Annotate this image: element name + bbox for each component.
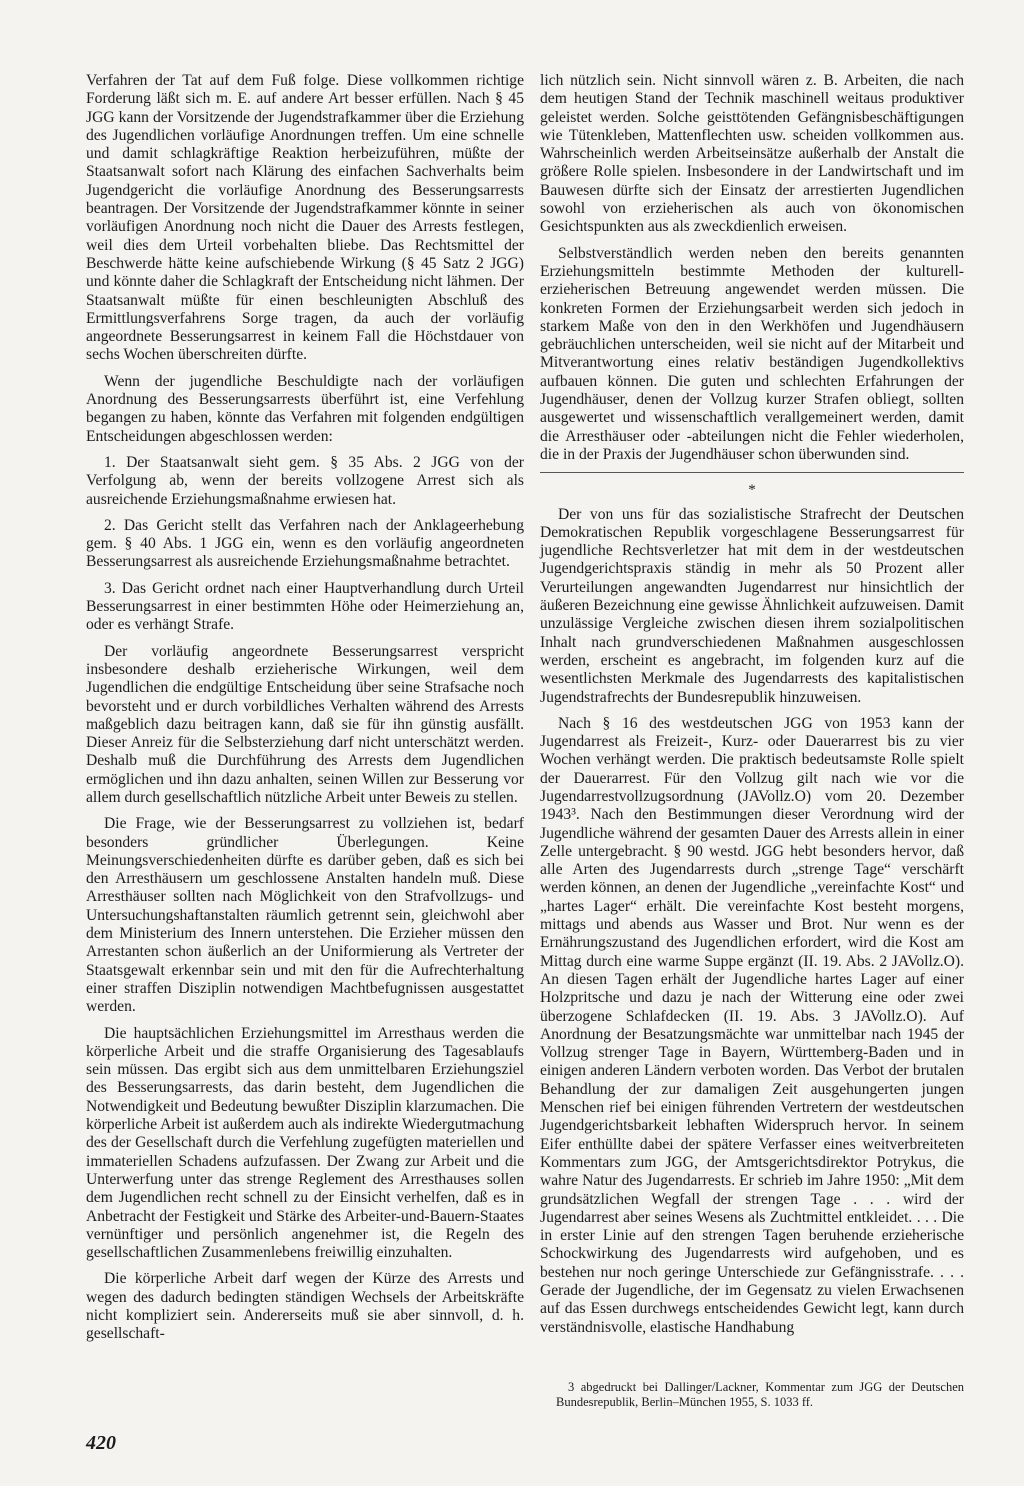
page-number: 420 — [86, 1432, 116, 1454]
numbered-item: 1. Der Staatsanwalt sieht gem. § 35 Abs. 2 JGG von der Verfolgung ab, wenn der bereits vollzogene Arrest sich als ausreichende Erziehungsmaßnahme erwiesen hat. — [86, 453, 524, 508]
numbered-item: 3. Das Gericht ordnet nach einer Hauptverhandlung durch Urteil Besserungsarrest in einer bestimmten Höhe oder Heimerziehung an, oder es verhängt Strafe. — [86, 579, 524, 634]
paragraph: Die Frage, wie der Besserungsarrest zu vollziehen ist, bedarf besonders gründlicher Überlegungen. Keine Meinungsverschiedenheiten dürfte es darüber geben, daß es sich bei den Arresthäusern um geschlossene Anstalten handeln muß. Diese Arresthäuser sollten nach Möglichkeit von den Strafvollzugs- und Untersuchungshaftanstalten räumlich getrennt sein, gleichwohl aber dem Ministerium des Innern unterstehen. Die Erzieher müssen den Arrestanten schon äußerlich an der Uniformierung als Vertreter der Staatsgewalt erkennbar sein und mit den für die Aufrechterhaltung einer straffen Disziplin notwendigen Machtbefugnissen ausgestattet werden. — [86, 815, 524, 1016]
paragraph: Der vorläufig angeordnete Besserungsarrest verspricht insbesondere deshalb erzieherische Wirkungen, weil dem Jugendlichen die endgültige Entscheidung über seine Strafsache noch bevorsteht und er durch vorbildliches Verhalten während des Arrests maßgeblich dazu beitragen kann, daß sie für ihn günstig ausfällt. Dieser Anreiz für die Selbsterziehung darf nicht unterschätzt werden. Deshalb muß die Durchführung des Arrests dem Jugendlichen ermöglichen und ihn dazu anhalten, seinen Willen zur Besserung vor allem durch gesellschaftlich nützliche Arbeit unter Beweis zu stellen. — [86, 642, 524, 806]
paragraph: lich nützlich sein. Nicht sinnvoll wären z. B. Arbeiten, die nach dem heutigen Stand der Technik maschinell weitaus produktiver geleistet werden. Solche geisttötenden Gefängnisbeschäftigungen wie Tütenkleben, Mattenflechten usw. scheiden vollkommen aus. Wahrscheinlich werden Arbeitseinsätze außerhalb der Anstalt die größere Rolle spielen. Insbesondere in der Landwirtschaft und im Bauwesen dürfte sich der Einsatz der arrestierten Jugendlichen sowohl von erzieherischen als auch von ökonomischen Gesichtspunkten aus als zweckdienlich erweisen. — [540, 72, 964, 236]
paragraph: Verfahren der Tat auf dem Fuß folge. Diese vollkommen richtige Forderung läßt sich m. E. auf andere Art besser erfüllen. Nach § 45 JGG kann der Vorsitzende der Jugendstrafkammer über die Erziehung des Jugendlichen vorläufige Anordnungen treffen. Um eine schnelle und damit schlagkräftige Reaktion herbeizuführen, müßte der Staatsanwalt sofort nach Klärung des einfachen Sachverhalts beim Jugendgericht die vorläufige Anordnung des Besserungsarrests beantragen. Der Vorsitzende der Jugendstrafkammer könnte in seiner vorläufigen Anordnung noch nicht die Dauer des Arrests festlegen, weil dies dem Urteil vorbehalten bliebe. Das Rechtsmittel der Beschwerde hätte keine aufschiebende Wirkung (§ 45 Satz 2 JGG) und könnte daher die Schlagkraft der Entscheidung nicht lähmen. Der Staatsanwalt müßte für einen beschleunigten Abschluß des Ermittlungsverfahrens Sorge tragen, da auch der vorläufig angeordnete Besserungsarrest in keinem Fall die Höchstdauer von sechs Wochen überschreiten dürfte. — [86, 72, 524, 364]
paragraph: Die körperliche Arbeit darf wegen der Kürze des Arrests und wegen des dadurch bedingten ständigen Wechsels der Arbeitskräfte nicht kompliziert sein. Andererseits muß sie aber sinnvoll, d. h. gesellschaft- — [86, 1270, 524, 1343]
section-separator-star: * — [748, 482, 756, 499]
footnote-text: 3 abgedruckt bei Dallinger/Lackner, Kommentar zum JGG der Deutschen Bundesrepublik, Berlin–München 1955, S. 1033 ff. — [556, 1380, 964, 1409]
paragraph: Der von uns für das sozialistische Strafrecht der Deutschen Demokratischen Republik vorgeschlagene Besserungsarrest für jugendliche Rechtsverletzer hat mit dem in der westdeutschen Jugendgerichtspraxis ständig in mehr als 50 Prozent aller Verurteilungen angewandten Jugendarrest nur hinsichtlich der äußeren Bezeichnung eine gewisse Ähnlichkeit aufzuweisen. Damit unzulässige Vergleiche zwischen diesen ihrem sozialpolitischen Inhalt nach grundverschiedenen Maßnahmen ausgeschlossen werden, erscheint es angebracht, im folgenden kurz auf die wesentlichsten Merkmale des Jugendarrests des kapitalistischen Jugendstrafrechts der Bundesrepublik hinzuweisen. — [540, 505, 964, 706]
numbered-item: 2. Das Gericht stellt das Verfahren nach der Anklageerhebung gem. § 40 Abs. 1 JGG ein, wenn es den vorläufig angeordneten Besserungsarrest als ausreichende Erziehungsmaßnahme betrachtet. — [86, 516, 524, 571]
footnote — [556, 1380, 964, 1409]
paragraph: Selbstverständlich werden neben den bereits genannten Erziehungsmitteln bestimmte Methoden der kulturell-erzieherischen Betreuung angewendet werden müssen. Die konkreten Formen der Erziehungsarbeit werden sich jedoch in starkem Maße von den in den Werkhöfen und Jugendhäusern gebräuchlichen unterscheiden, weil sie nicht auf der Mitarbeit und Mitverantwortung eines relativ beständigen Jugendkollektivs aufbauen können. Die guten und schlechten Erfahrungen der Jugendhäuser, denen der Vollzug kurzer Strafen obliegt, sollten ausgewertet und wissenschaftlich verallgemeinert werden, damit die Arresthäuser oder -abteilungen nicht die Fehler wiederholen, die in der Praxis der Jugendhäuser schon überwunden sind. — [540, 244, 964, 463]
right-column — [540, 72, 964, 1345]
paragraph: Wenn der jugendliche Beschuldigte nach der vorläufigen Anordnung des Besserungsarrests überführt ist, eine Verfehlung begangen zu haben, könnte das Verfahren mit folgenden endgültigen Entscheidungen abgeschlossen werden: — [86, 372, 524, 445]
paragraph: Nach § 16 des westdeutschen JGG von 1953 kann der Jugendarrest als Freizeit-, Kurz- oder Dauerarrest bis zu vier Wochen verhängt werden. Die praktisch bedeutsamste Rolle spielt der Dauerarrest. Für den Vollzug gilt nach wie vor die Jugendarrestvollzugsordnung (JAVollz.O) vom 20. Dezember 1943³. Nach den Bestimmungen dieser Verordnung wird der Jugendliche während der gesamten Dauer des Arrests allein in einer Zelle untergebracht. § 90 westd. JGG hebt besonders hervor, daß alle Arten des Jugendarrests durch „strenge Tage“ verschärft werden können, an denen der Jugendliche „vereinfachte Kost“ und „hartes Lager“ erhält. Die vereinfachte Kost besteht morgens, mittags und abends aus Wasser und Brot. Nur wenn es der Ernährungszustand des Jugendlichen erfordert, wird die Kost am Mittag durch eine warme Suppe ergänzt (II. 19. Abs. 2 JAVollz.O). An diesen Tagen erhält der Jugendliche hartes Lager auf einer Holzpritsche und dazu je nach der Witterung eine oder zwei überzogene Schlafdecken (II. 19. Abs. 3 JAVollz.O). Auf Anordnung der Besatzungsmächte war unmittelbar nach 1945 der Vollzug strenger Tage in Bayern, Württemberg-Baden und in einigen anderen Ländern verboten worden. Das Verbot der brutalen Behandlung der zur damaligen Zeit ausgehungerten jungen Menschen rief bei einigen führenden Vertretern der westdeutschen Jugendgerichtsbarkeit lebhaften Widerspruch hervor. In seinem Eifer enthüllte dabei der spätere Verfasser eines weitverbreiteten Kommentars zum JGG, der Amtsgerichtsdirektor Potrykus, die wahre Natur des Jugendarrests. Er schrieb im Jahre 1950: „Mit dem grundsätzlichen Wegfall der strengen Tage . . . wird der Jugendarrest aber seines Wesens als Zuchtmittel entkleidet. . . . Die in erster Linie auf den strengen Tagen beruhende erzieherische Schockwirkung des Jugendarrests wird aufgehoben, und es bestehen nur noch geringe Unterschiede zur Gefängnisstrafe. . . . Gerade der Jugendliche, der im Gegensatz zu vielen Erwachsenen auf das Essen durchwegs entscheidendes Gewicht legt, kann durch verständnisvolle, elastische Handhabung — [540, 714, 964, 1336]
section-divider — [540, 472, 964, 473]
left-column — [86, 72, 524, 1352]
paragraph: Die hauptsächlichen Erziehungsmittel im Arresthaus werden die körperliche Arbeit und die straffe Organisierung des Tagesablaufs sein müssen. Das ergibt sich aus dem unmittelbaren Erziehungsziel des Besserungsarrests, das darin besteht, dem Jugendlichen die Notwendigkeit und Bedeutung bewußter Disziplin klarzumachen. Die körperliche Arbeit ist außerdem auch als indirekte Wiedergutmachung des der Gesellschaft durch die Verfehlung zugefügten materiellen und immateriellen Schadens aufzufassen. Der Zwang zur Arbeit und die Unterwerfung unter das strenge Reglement des Arresthauses sollen dem Jugendlichen recht schnell zu der Einsicht verhelfen, daß es in Anbetracht der Festigkeit und Stärke des Arbeiter-und-Bauern-Staates vernünftiger und persönlich angenehmer ist, die Regeln des gesellschaftlichen Zusammenlebens freiwillig einzuhalten. — [86, 1024, 524, 1262]
